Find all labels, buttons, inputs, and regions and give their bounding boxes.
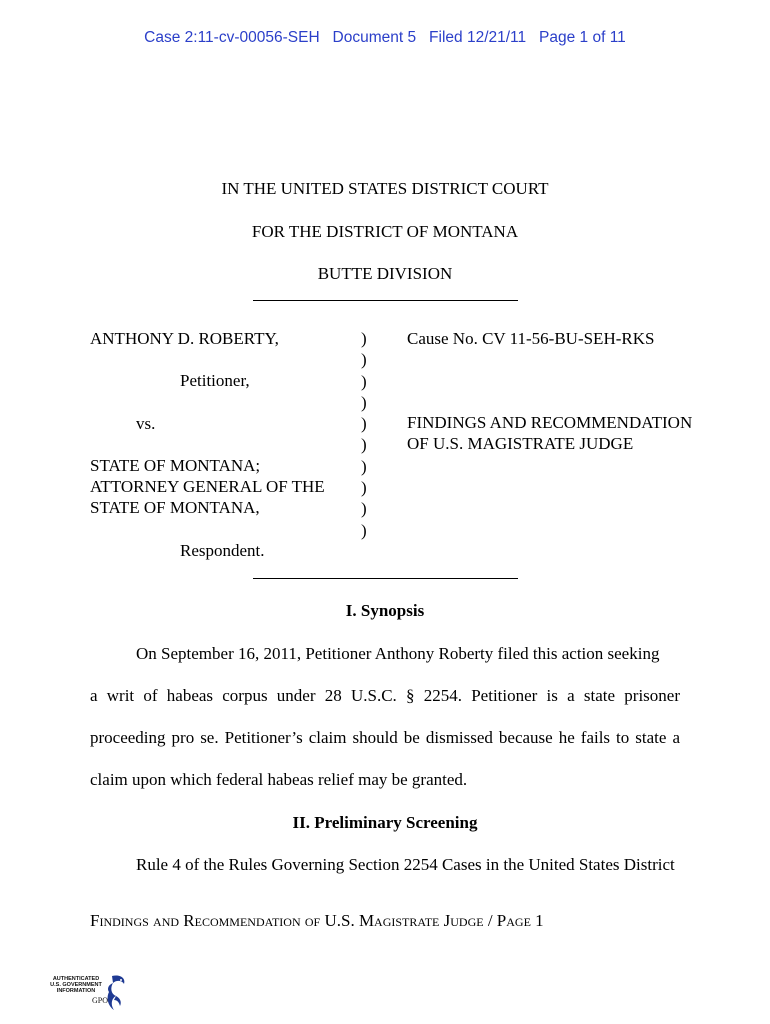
eagle-icon [98, 972, 130, 1016]
court-division: BUTTE DIVISION [317, 264, 453, 283]
footer-text: Findings and Recommendation of U.S. Magistrate Judge / Page 1 [90, 911, 544, 930]
court-name: IN THE UNITED STATES DISTRICT COURT [221, 179, 549, 198]
gpo-authenticated-logo [40, 972, 140, 1018]
case-header-stamp: Case 2:11-cv-00056-SEH Document 5 Filed 12/21/11 Page 1 of 11 [144, 29, 626, 46]
cause-number: Cause No. CV 11-56-BU-SEH-RKS [407, 329, 655, 348]
page-footer [90, 911, 544, 931]
respondent-role: Respondent. [180, 541, 265, 560]
caption-bottom-rule [253, 578, 518, 579]
preliminary-screening-heading: II. Preliminary Screening [292, 813, 478, 832]
gpo-mark: GPO [92, 996, 109, 1005]
respondent-line-1: STATE OF MONTANA; [90, 456, 261, 475]
court-district: FOR THE DISTRICT OF MONTANA [251, 222, 519, 241]
synopsis-line-3: proceeding pro se. Petitioner’s claim should be dismissed because he fails to state a [90, 728, 680, 747]
synopsis-heading: I. Synopsis [345, 601, 425, 620]
versus-label: vs. [136, 414, 156, 433]
gpo-logo-text: AUTHENTICATED U.S. GOVERNMENT INFORMATION [50, 976, 102, 995]
respondent-line-3: STATE OF MONTANA, [90, 498, 260, 517]
screening-line-1: Rule 4 of the Rules Governing Section 2254 Cases in the United States District [136, 855, 675, 874]
synopsis-line-2: a writ of habeas corpus under 28 U.S.C. § 2254. Petitioner is a state prisoner [90, 686, 680, 705]
petitioner-name: ANTHONY D. ROBERTY, [90, 329, 279, 348]
document-title-line-2: OF U.S. MAGISTRATE JUDGE [407, 434, 634, 453]
caption-paren-column: ) ) ) ) ) ) ) ) ) ) [361, 329, 367, 540]
document-title-line-1: FINDINGS AND RECOMMENDATION [407, 413, 693, 432]
synopsis-line-1: On September 16, 2011, Petitioner Anthony Roberty filed this action seeking [136, 644, 660, 663]
synopsis-line-4: claim upon which federal habeas relief may be granted. [90, 770, 468, 789]
petitioner-role: Petitioner, [180, 371, 250, 390]
respondent-line-2: ATTORNEY GENERAL OF THE [90, 477, 325, 496]
caption-top-rule [253, 300, 518, 301]
